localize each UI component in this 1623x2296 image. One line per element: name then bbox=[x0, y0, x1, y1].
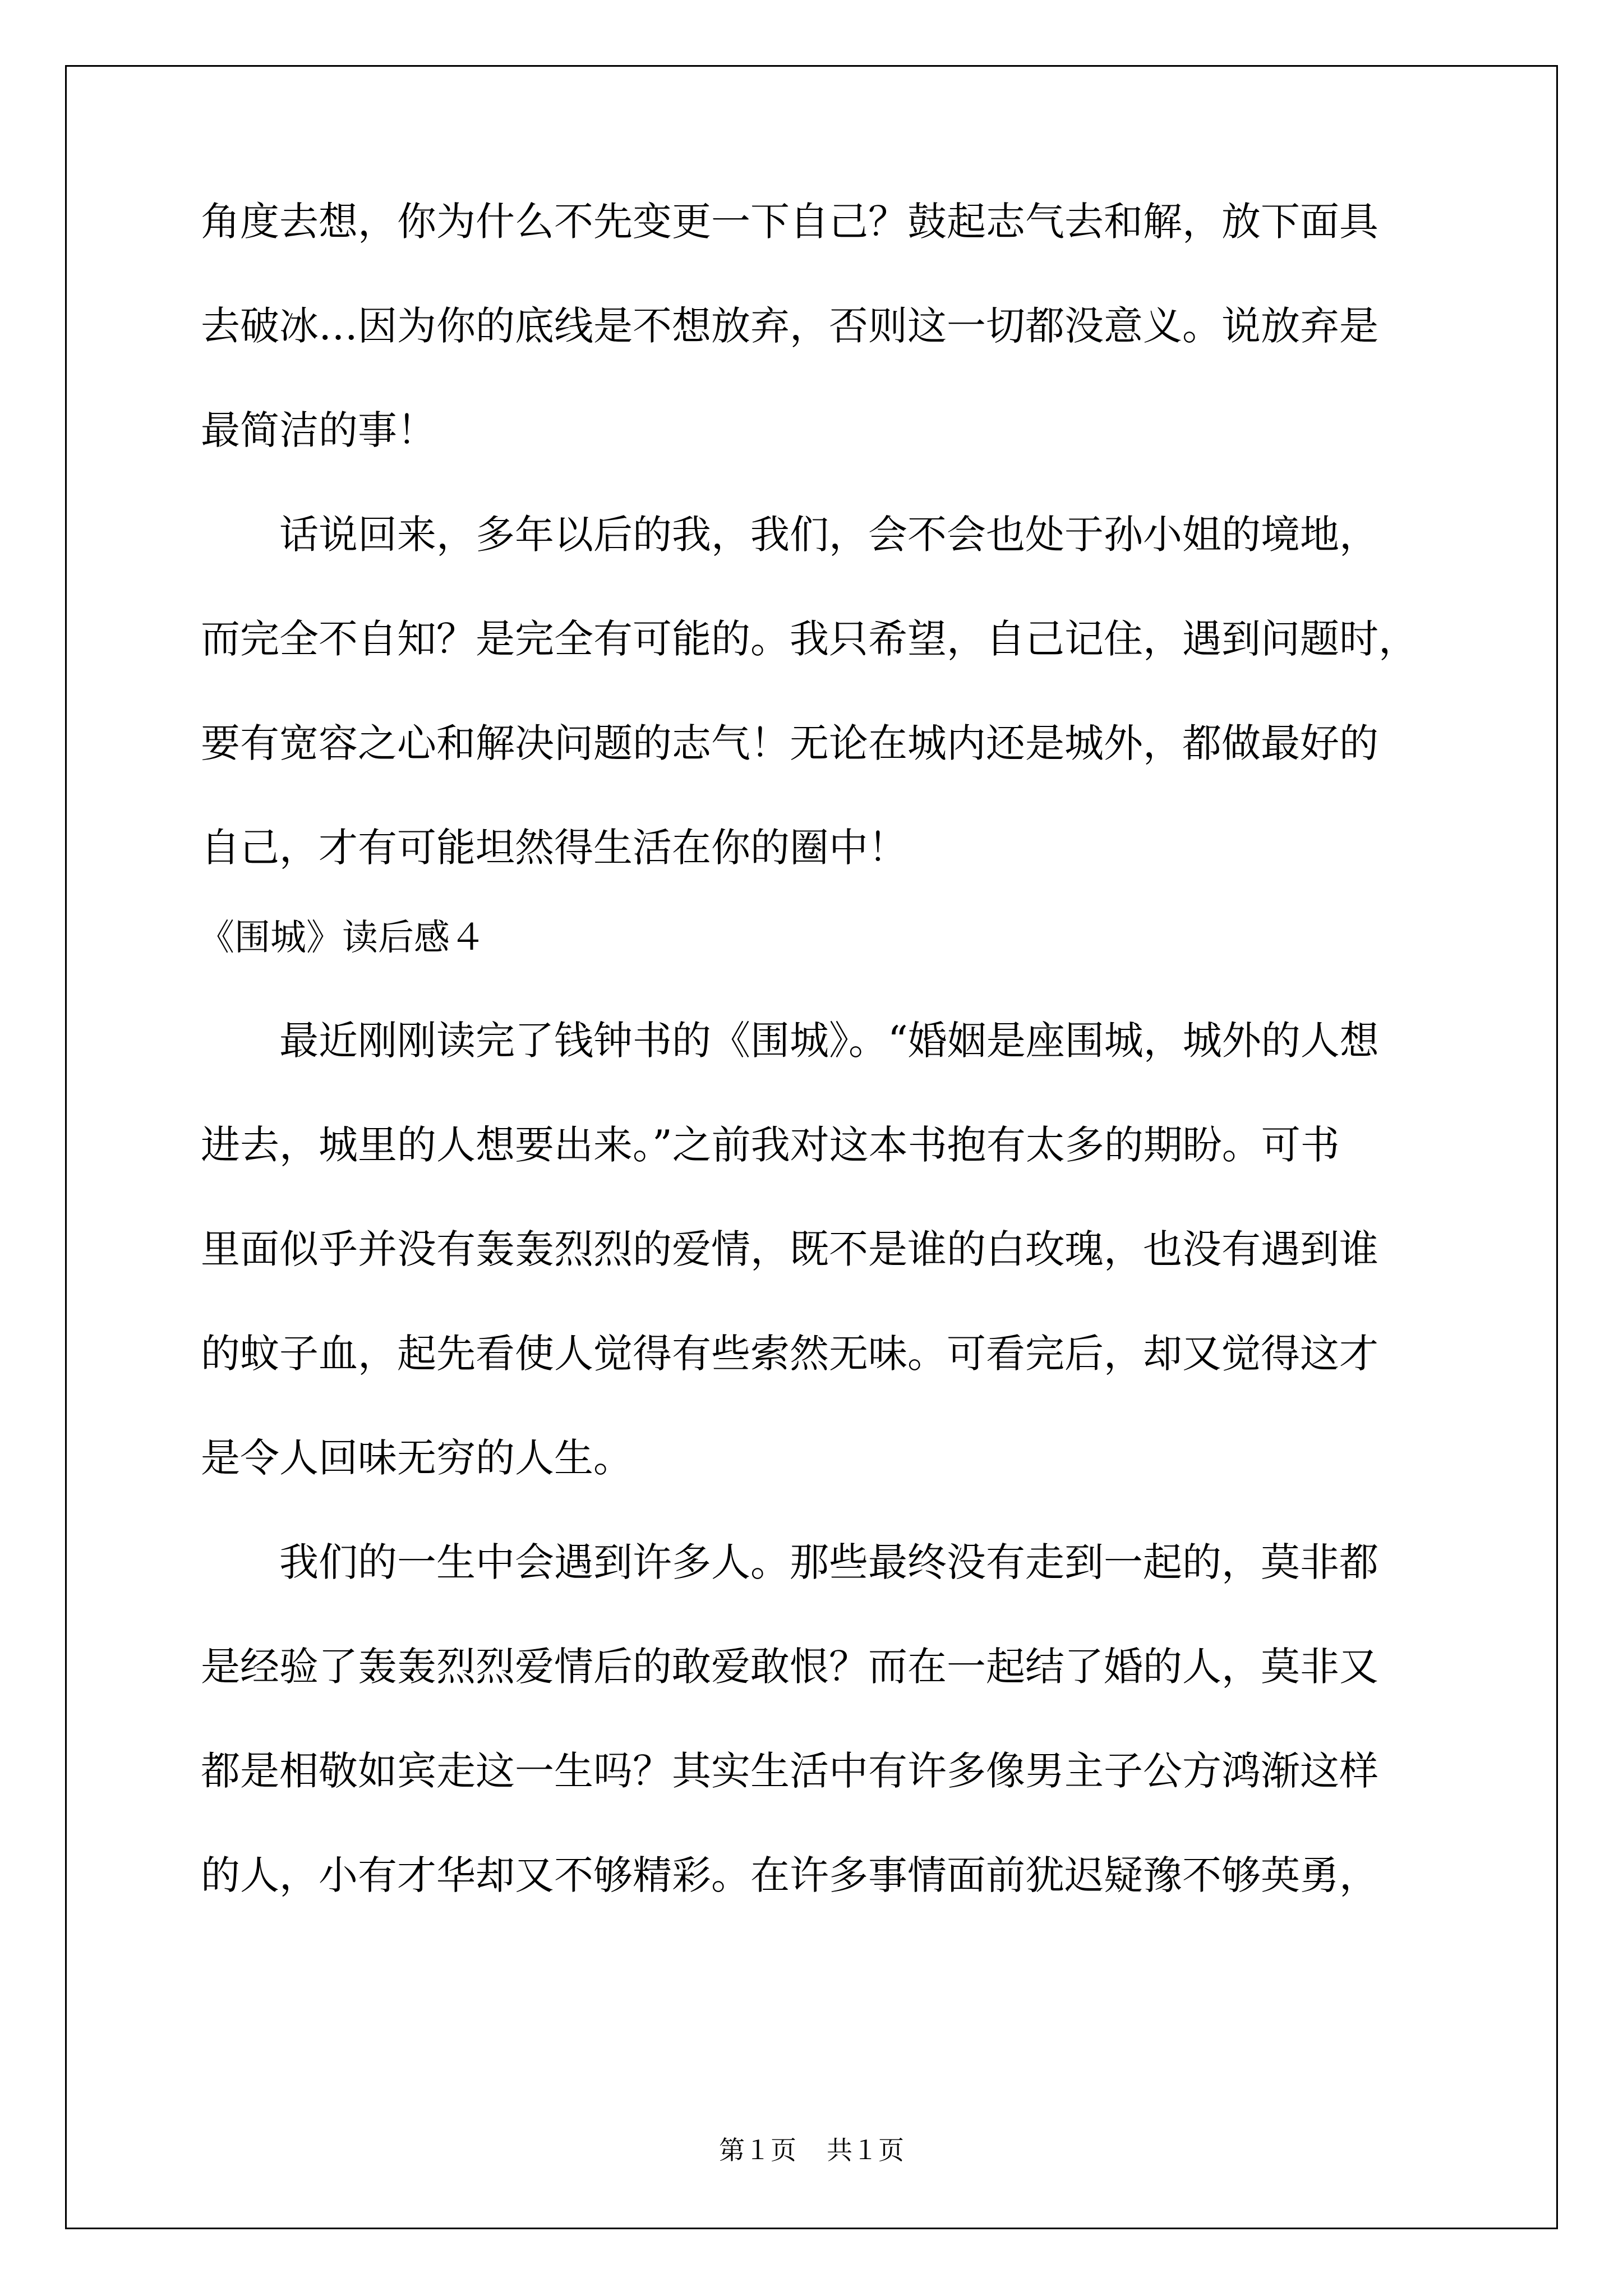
text-line: 最近刚刚读完了钱钟书的《围城》。“婚姻是座围城，城外的人想 bbox=[201, 1018, 1379, 1064]
text-line: 是令人回味无穷的人生。 bbox=[201, 1435, 633, 1481]
document-body bbox=[199, 199, 1451, 1960]
text-line: 而完全不自知？是完全有可能的。我只希望，自己记住，遇到问题时， bbox=[201, 616, 1418, 662]
text-line: 我们的一生中会遇到许多人。那些最终没有走到一起的，莫非都 bbox=[201, 1539, 1378, 1585]
text-line: 话说回来，多年以后的我，我们，会不会也处于孙小姐的境地， bbox=[201, 512, 1378, 558]
text-line: 的蚊子血，起先看使人觉得有些索然无味。可看完后，却又觉得这才 bbox=[201, 1331, 1378, 1377]
text-line: 最简洁的事！ bbox=[201, 407, 436, 453]
text-line: 都是相敬如宾走这一生吗？其实生活中有许多像男主子公方鸿渐这样 bbox=[201, 1748, 1378, 1794]
text-line: 的人，小有才华却又不够精彩。在许多事情面前犹迟疑豫不够英勇， bbox=[201, 1852, 1378, 1898]
text-line: 角度去想，你为什么不先变更一下自己？鼓起志气去和解，放下面具 bbox=[201, 199, 1378, 245]
page-total: 共１页 bbox=[827, 2135, 904, 2165]
text-line: 里面似乎并没有轰轰烈烈的爱情，既不是谁的白玫瑰，也没有遇到谁 bbox=[201, 1226, 1378, 1272]
text-line: 去破冰…因为你的底线是不想放弃，否则这一切都没意义。说放弃是 bbox=[201, 303, 1378, 349]
text-line: 进去，城里的人想要出来。”之前我对这本书抱有太多的期盼。可书 bbox=[201, 1122, 1340, 1168]
text-line: 是经验了轰轰烈烈爱情后的敢爱敢恨？而在一起结了婚的人，莫非又 bbox=[201, 1644, 1378, 1690]
page-footer bbox=[0, 2137, 1623, 2163]
text-line: 要有宽容之心和解决问题的志气！无论在城内还是城外，都做最好的 bbox=[201, 720, 1378, 766]
section-heading: 《围城》读后感４ bbox=[199, 917, 486, 959]
page-number: 第１页 bbox=[719, 2135, 796, 2165]
text-line: 自己，才有可能坦然得生活在你的圈中！ bbox=[201, 825, 907, 871]
